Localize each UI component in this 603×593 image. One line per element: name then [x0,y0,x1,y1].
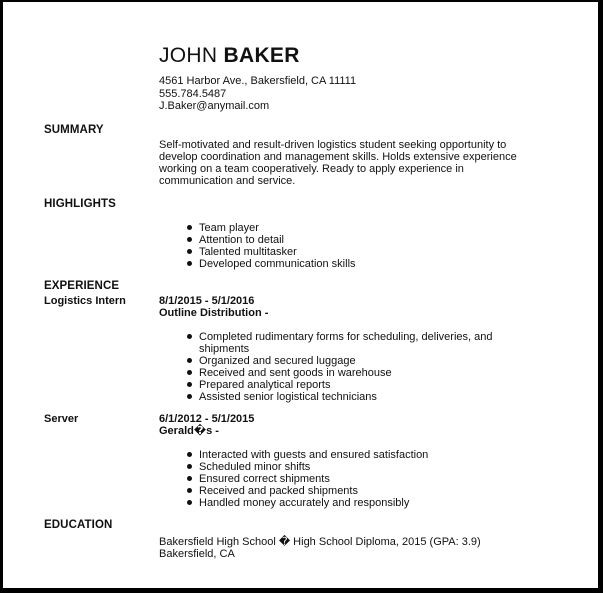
job-dates: 8/1/2015 - 5/1/2016 [159,295,255,307]
address: 4561 Harbor Ave., Bakersfield, CA 11111 [159,75,357,87]
highlights-list [184,222,356,270]
summary-line: working on a team cooperatively. Ready to apply experience in [159,163,464,175]
bullet-icon [187,249,192,254]
summary-line: communication and service. [159,175,296,187]
bullet-icon [187,464,192,469]
list-item: Handled money accurately and responsibly [184,497,428,509]
bullet-icon [187,334,192,339]
education-heading: EDUCATION [44,519,113,531]
list-item: Organized and secured luggage [184,355,492,367]
experience-heading: EXPERIENCE [44,280,120,292]
job-title: Server [44,413,79,425]
last-name: BAKER [223,44,300,67]
job-title: Logistics Intern [44,295,126,307]
bullet-icon [187,452,192,457]
candidate-name [159,44,300,68]
job-company: Gerald�s - [159,425,219,437]
phone: 555.784.5487 [159,87,227,100]
bullet-icon [187,476,192,481]
first-name: JOHN [159,44,218,67]
summary-heading: SUMMARY [44,124,104,136]
list-item: Received and sent goods in warehouse [184,367,492,379]
education-school: Bakersfield High School � High School Diploma, 2015 (GPA: 3.9) [159,536,481,548]
bullet-icon [187,382,192,387]
bullet-icon [187,394,192,399]
list-item: Interacted with guests and ensured satisfaction [184,449,428,461]
list-item: Received and packed shipments [184,485,428,497]
job-dates: 6/1/2012 - 5/1/2015 [159,413,255,425]
bullet-icon [187,225,192,230]
list-item: Developed communication skills [184,258,356,270]
job-duties-list [184,449,428,509]
bullet-icon [187,488,192,493]
summary-line: develop coordination and management skills. Holds extensive experience [159,151,517,163]
list-item: Completed rudimentary forms for scheduling, deliveries, and shipments [184,331,492,355]
job-duties-list [184,331,492,403]
bullet-icon [187,261,192,266]
list-item: Ensured correct shipments [184,473,428,485]
bullet-icon [187,370,192,375]
list-item: Talented multitasker [184,246,356,258]
list-item: Team player [184,222,356,234]
list-item: Prepared analytical reports [184,379,492,391]
email: J.Baker@anymail.com [159,100,270,112]
list-item: Scheduled minor shifts [184,461,428,473]
bullet-icon [187,237,192,242]
resume-page [3,2,598,588]
education-location: Bakersfield, CA [159,548,235,560]
list-item: Attention to detail [184,234,356,246]
summary-line: Self-motivated and result-driven logistics student seeking opportunity to [159,139,507,151]
bullet-icon [187,358,192,363]
list-item: Assisted senior logistical technicians [184,391,492,403]
job-company: Outline Distribution - [159,307,269,319]
bullet-icon [187,500,192,505]
highlights-heading: HIGHLIGHTS [44,198,116,210]
